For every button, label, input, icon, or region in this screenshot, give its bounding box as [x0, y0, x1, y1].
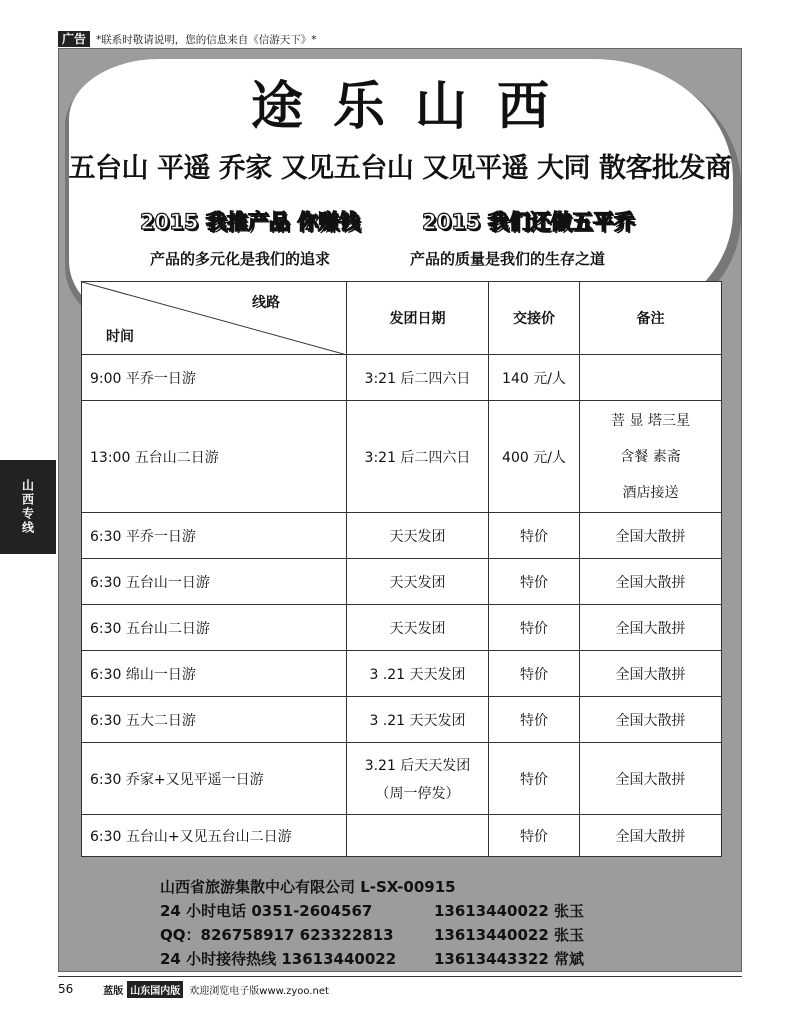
date-cell — [347, 513, 489, 559]
date-cell-line: 3:21 后二四六日 — [364, 449, 471, 466]
route-cell — [82, 815, 347, 857]
route-cell — [82, 401, 347, 513]
table-header-row — [82, 282, 722, 355]
remark-line: 全国大散拼 — [615, 574, 686, 591]
qq-line: QQ：826758917 623322813 — [160, 926, 394, 944]
route-cell-line: 9:00 平乔一日游 — [90, 370, 196, 387]
date-cell-line: 3.21 后天天发团 — [364, 757, 471, 774]
page-footer — [58, 978, 742, 1000]
remark-line: 酒店接送 — [622, 484, 679, 501]
ad-title: 途乐山西 — [250, 77, 579, 137]
date-cell — [347, 651, 489, 697]
remark-cell — [580, 697, 722, 743]
date-cell-line: 天天发团 — [389, 574, 446, 591]
ad-header — [58, 30, 742, 48]
price-cell-line: 400 元/人 — [502, 449, 566, 466]
slogan-1: 2015 我推产品 你赚钱 — [140, 210, 361, 234]
route-cell-line: 6:30 绵山一日游 — [90, 666, 196, 683]
slogan-2: 2015 我们还做五平乔 — [422, 210, 635, 234]
header-time: 时间 — [106, 329, 134, 345]
date-cell-line: （周一停发） — [375, 785, 460, 802]
price-cell-line: 特价 — [520, 771, 548, 788]
remark-line: 含餐 素斋 — [620, 448, 681, 465]
price-cell — [489, 513, 580, 559]
header-date: 发团日期 — [347, 282, 489, 355]
table-row — [82, 697, 722, 743]
price-cell-line: 特价 — [520, 828, 548, 845]
route-cell-line: 6:30 五大二日游 — [90, 712, 196, 729]
edition-label: 蓝版 — [103, 985, 124, 997]
remark-cell — [580, 559, 722, 605]
hotline-line: 24 小时接待热线 13613440022 — [160, 950, 397, 968]
tour-table — [81, 281, 722, 857]
price-cell-line: 特价 — [520, 666, 548, 683]
route-cell-line: 6:30 平乔一日游 — [90, 528, 196, 545]
remark-line: 全国大散拼 — [615, 712, 686, 729]
route-cell-line: 6:30 五台山一日游 — [90, 574, 210, 591]
bottom-rule — [58, 976, 742, 977]
diagonal-header-cell — [82, 282, 347, 355]
price-cell — [489, 605, 580, 651]
date-cell-line: 天天发团 — [389, 620, 446, 637]
table-row — [82, 651, 722, 697]
date-cell-line: 3:21 后二四六日 — [364, 370, 471, 387]
header-price: 交接价 — [489, 282, 580, 355]
price-cell — [489, 559, 580, 605]
remark-line: 全国大散拼 — [615, 666, 686, 683]
ad-note: *联系时敬请说明，您的信息来自《信游天下》* — [96, 33, 317, 46]
route-cell-line: 6:30 五台山+又见五台山二日游 — [90, 828, 292, 845]
motto-2: 产品的质量是我们的生存之道 — [410, 250, 606, 268]
remark-line: 全国大散拼 — [615, 528, 686, 545]
date-cell-line: 天天发团 — [389, 528, 446, 545]
table-row — [82, 355, 722, 401]
remark-line: 全国大散拼 — [615, 828, 686, 845]
date-cell — [347, 743, 489, 815]
phone-line: 24 小时电话 0351-2604567 — [160, 902, 373, 920]
table-row — [82, 743, 722, 815]
page-number: 56 — [58, 982, 74, 996]
date-cell — [347, 401, 489, 513]
route-cell-line: 6:30 五台山二日游 — [90, 620, 210, 637]
ad-tag: 广告 — [58, 31, 90, 47]
remark-cell — [580, 651, 722, 697]
route-cell — [82, 697, 347, 743]
route-cell — [82, 559, 347, 605]
date-cell — [347, 559, 489, 605]
company-name: 山西省旅游集散中心有限公司 L-SX-00915 — [160, 878, 456, 896]
date-cell — [347, 605, 489, 651]
date-cell — [347, 697, 489, 743]
header-route: 线路 — [252, 295, 280, 311]
price-cell-line: 特价 — [520, 620, 548, 637]
table-row — [82, 559, 722, 605]
remark-cell — [580, 815, 722, 857]
price-cell-line: 140 元/人 — [502, 370, 566, 387]
route-cell — [82, 355, 347, 401]
route-cell — [82, 605, 347, 651]
table-row — [82, 401, 722, 513]
hotline-mobile: 13613443322 常斌 — [434, 950, 585, 968]
remark-cell — [580, 605, 722, 651]
route-cell — [82, 651, 347, 697]
route-cell — [82, 513, 347, 559]
motto-1: 产品的多元化是我们的追求 — [150, 250, 331, 268]
qq-mobile: 13613440022 张玉 — [434, 926, 585, 944]
route-cell-line: 6:30 乔家+又见平遥一日游 — [90, 771, 264, 788]
route-cell-line: 13:00 五台山二日游 — [90, 449, 219, 466]
price-cell — [489, 815, 580, 857]
date-cell — [347, 815, 489, 857]
phone-mobile: 13613440022 张玉 — [434, 902, 585, 920]
price-cell-line: 特价 — [520, 528, 548, 545]
remark-cell — [580, 743, 722, 815]
price-cell — [489, 743, 580, 815]
price-cell-line: 特价 — [520, 574, 548, 591]
remark-line: 菩 显 塔三星 — [611, 412, 690, 429]
table-row — [82, 605, 722, 651]
site-text: 欢迎浏览电子版www.zyoo.net — [189, 985, 329, 997]
edition-box: 山东国内版 — [127, 981, 183, 998]
price-cell — [489, 355, 580, 401]
remark-line: 全国大散拼 — [615, 771, 686, 788]
side-tab-label: 山西专线 — [20, 479, 35, 535]
remark-line: 全国大散拼 — [615, 620, 686, 637]
date-cell — [347, 355, 489, 401]
remark-cell — [580, 401, 722, 513]
contact-block — [58, 862, 742, 972]
date-cell-line: 3 .21 天天发团 — [369, 666, 466, 683]
remark-cell — [580, 513, 722, 559]
price-cell-line: 特价 — [520, 712, 548, 729]
side-tab — [0, 460, 56, 554]
price-cell — [489, 697, 580, 743]
remark-cell — [580, 355, 722, 401]
header-remark: 备注 — [580, 282, 722, 355]
ad-subtitle: 五台山 平遥 乔家 又见五台山 又见平遥 大同 散客批发商 — [68, 153, 732, 184]
price-cell — [489, 401, 580, 513]
route-cell — [82, 743, 347, 815]
price-cell — [489, 651, 580, 697]
table-row — [82, 513, 722, 559]
date-cell-line: 3 .21 天天发团 — [369, 712, 466, 729]
table-row — [82, 815, 722, 857]
